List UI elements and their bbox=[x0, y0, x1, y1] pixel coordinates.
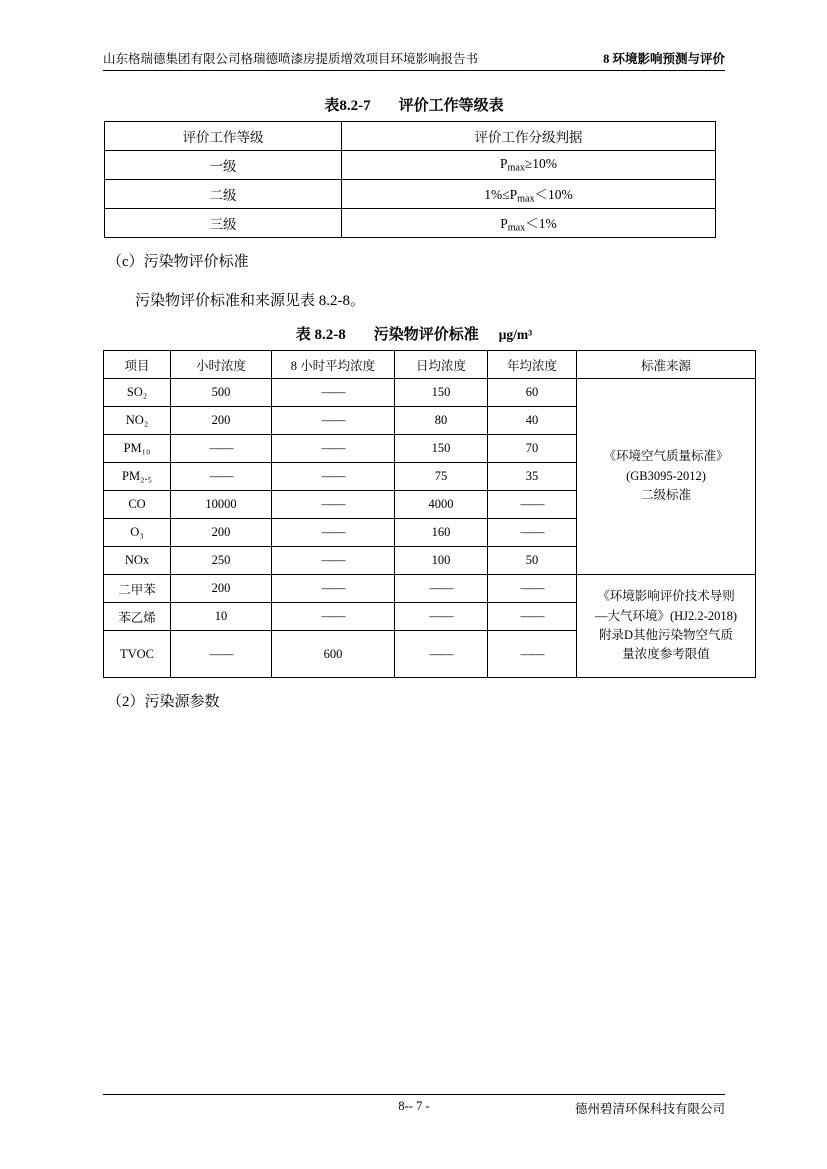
table-row bbox=[104, 575, 756, 603]
table-row bbox=[105, 180, 716, 209]
paragraph-pollutant-standard-heading: （c）污染物评价标准 bbox=[107, 254, 249, 270]
t2-source-1 bbox=[577, 379, 756, 575]
t2-r2-h8: —— bbox=[272, 435, 395, 463]
t2-r4-h8: —— bbox=[272, 491, 395, 519]
table-row bbox=[104, 351, 756, 379]
t2-r8-h8: —— bbox=[272, 603, 395, 631]
t2-r9-item: TVOC bbox=[104, 631, 171, 678]
t2-r6-year: 50 bbox=[488, 547, 577, 575]
t2-r5-day: 160 bbox=[395, 519, 488, 547]
paragraph-pollution-source-params: （2）污染源参数 bbox=[107, 694, 220, 710]
t2-r3-h8: —— bbox=[272, 463, 395, 491]
t2-source-2-line-0: 《环境影响评价技术导则 bbox=[597, 589, 735, 604]
t2-r3-h1: —— bbox=[171, 463, 272, 491]
evaluation-level-table bbox=[104, 121, 716, 238]
table2-caption-title: 污染物评价标准 bbox=[373, 327, 479, 343]
t2-r3-year: 35 bbox=[488, 463, 577, 491]
pollutant-standard-table bbox=[103, 350, 756, 678]
header-title-right: 8 环境影响预测与评价 bbox=[603, 52, 725, 66]
t2-source-2-line-2: 附录D其他污染物空气质 bbox=[598, 628, 734, 642]
t2-r6-h8: —— bbox=[272, 547, 395, 575]
t2-r7-h1: 200 bbox=[171, 575, 272, 603]
t2-r3-item: PM₂.₅ bbox=[104, 463, 171, 491]
page-number: 8-- 7 - bbox=[398, 1099, 430, 1113]
t2-r1-h1: 200 bbox=[171, 407, 272, 435]
table2-caption-number: 表 8.2-8 bbox=[295, 327, 346, 343]
t2-r3-day: 75 bbox=[395, 463, 488, 491]
t2-h-item: 项目 bbox=[104, 351, 171, 379]
t2-r0-item: SO₂ bbox=[104, 379, 171, 407]
table1-caption-number: 表8.2-7 bbox=[324, 98, 371, 114]
t2-r7-day: —— bbox=[395, 575, 488, 603]
t2-r5-item: O₃ bbox=[104, 519, 171, 547]
t2-r9-year: —— bbox=[488, 631, 577, 678]
t2-r2-year: 70 bbox=[488, 435, 577, 463]
t2-r1-h8: —— bbox=[272, 407, 395, 435]
t2-r0-year: 60 bbox=[488, 379, 577, 407]
table-row bbox=[105, 151, 716, 180]
t2-r1-item: NO₂ bbox=[104, 407, 171, 435]
t2-r2-h1: —— bbox=[171, 435, 272, 463]
t2-r5-h8: —— bbox=[272, 519, 395, 547]
t2-r8-day: —— bbox=[395, 603, 488, 631]
t2-r0-h8: —— bbox=[272, 379, 395, 407]
t2-r9-h1: —— bbox=[171, 631, 272, 678]
header-title-left: 山东格瑞德集团有限公司格瑞德喷漆房提质增效项目环境影响报告书 bbox=[103, 52, 479, 66]
t2-r4-year: —— bbox=[488, 491, 577, 519]
t2-h-hour: 小时浓度 bbox=[171, 351, 272, 379]
t2-source-1-line-1: (GB3095-2012) bbox=[626, 468, 706, 483]
t2-r6-day: 100 bbox=[395, 547, 488, 575]
t2-h-daily: 日均浓度 bbox=[395, 351, 488, 379]
table1-r0-c0: 一级 bbox=[105, 151, 342, 180]
t2-r1-year: 40 bbox=[488, 407, 577, 435]
t2-r5-h1: 200 bbox=[171, 519, 272, 547]
table1-caption bbox=[103, 94, 725, 115]
t2-r8-h1: 10 bbox=[171, 603, 272, 631]
t2-h-source: 标准来源 bbox=[577, 351, 756, 379]
t2-source-1-line-2: 二级标准 bbox=[640, 488, 691, 503]
page-footer bbox=[103, 1094, 725, 1117]
t2-source-2-line-1: —大气环境》(HJ2.2-2018) bbox=[594, 608, 737, 623]
t2-h-8hour: 8 小时平均浓度 bbox=[272, 351, 395, 379]
t2-r2-item: PM₁₀ bbox=[104, 435, 171, 463]
table1-header-grade: 评价工作等级 bbox=[105, 122, 342, 151]
t2-r2-day: 150 bbox=[395, 435, 488, 463]
t2-r0-h1: 500 bbox=[171, 379, 272, 407]
table2-caption-unit: μg/m³ bbox=[498, 327, 533, 342]
table1-r1-c0: 二级 bbox=[105, 180, 342, 209]
table1-caption-title: 评价工作等级表 bbox=[398, 98, 504, 114]
t2-h-annual: 年均浓度 bbox=[488, 351, 577, 379]
t2-source-2-line-3: 量浓度参考限值 bbox=[622, 647, 710, 662]
table-row bbox=[105, 122, 716, 151]
t2-r6-item: NOx bbox=[104, 547, 171, 575]
table-row bbox=[104, 379, 756, 407]
table1-r2-c0: 三级 bbox=[105, 209, 342, 238]
t2-r1-day: 80 bbox=[395, 407, 488, 435]
t2-r0-day: 150 bbox=[395, 379, 488, 407]
table1-r0-c1: $P_{max}\ge 10\%$ bbox=[342, 151, 716, 180]
page-header bbox=[103, 52, 725, 71]
t2-r9-h8: 600 bbox=[272, 631, 395, 678]
t2-r4-day: 4000 bbox=[395, 491, 488, 519]
t2-r4-item: CO bbox=[104, 491, 171, 519]
t2-r7-item: 二甲苯 bbox=[104, 575, 171, 603]
table2-caption bbox=[103, 323, 725, 344]
t2-source-1-line-0: 《环境空气质量标准》 bbox=[603, 449, 729, 464]
t2-r8-item: 苯乙烯 bbox=[104, 603, 171, 631]
table1-header-criteria: 评价工作分级判据 bbox=[342, 122, 716, 151]
table-row bbox=[105, 209, 716, 238]
t2-r7-h8: —— bbox=[272, 575, 395, 603]
t2-r9-day: —— bbox=[395, 631, 488, 678]
t2-r4-h1: 10000 bbox=[171, 491, 272, 519]
t2-r8-year: —— bbox=[488, 603, 577, 631]
t2-source-2 bbox=[577, 575, 756, 678]
page-content bbox=[103, 86, 737, 717]
table1-r1-c1: $1\%\le P_{max}<10\%$ bbox=[342, 180, 716, 209]
t2-r7-year: —— bbox=[488, 575, 577, 603]
t2-r5-year: —— bbox=[488, 519, 577, 547]
t2-r6-h1: 250 bbox=[171, 547, 272, 575]
footer-company: 德州碧清环保科技有限公司 bbox=[574, 1102, 725, 1116]
paragraph-pollutant-standard-source: 污染物评价标准和来源见表 8.2-8。 bbox=[135, 292, 365, 309]
table1-r2-c1: $P_{max}<1\%$ bbox=[342, 209, 716, 238]
